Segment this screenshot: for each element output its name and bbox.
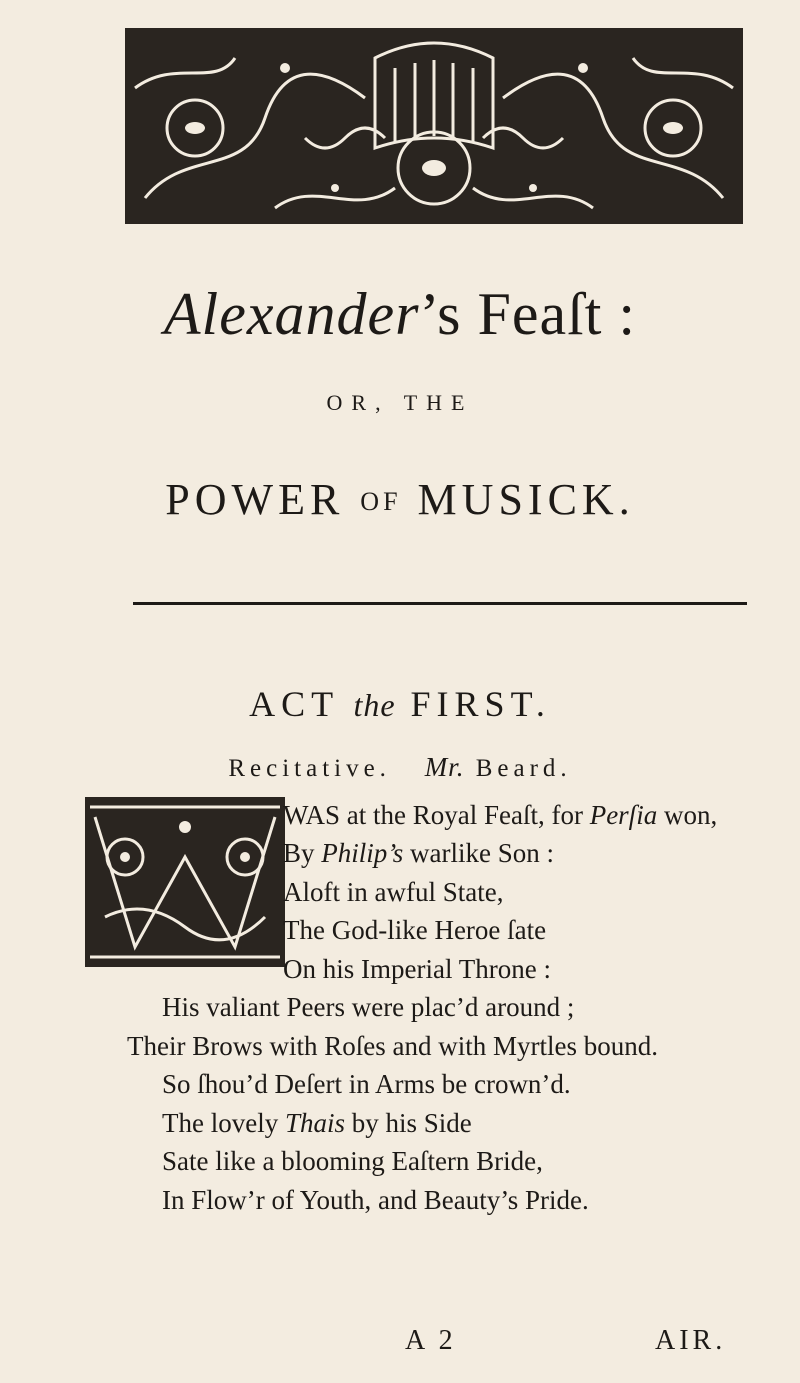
verse-line-6: His valiant Peers were plac’d around ; (162, 992, 575, 1022)
verse-line-5: On his Imperial Throne : (283, 954, 551, 984)
act-part3: FIRST. (410, 684, 551, 724)
subtitle (0, 474, 800, 525)
verse-line-11: In Flow’r of Youth, and Beauty’s Pride. (162, 1185, 589, 1215)
verse-line-9-b: Thais (284, 1108, 345, 1138)
act-part2: the (353, 687, 396, 723)
verse-line-9-c: by his Side (345, 1108, 472, 1138)
page-title (0, 278, 800, 350)
verse-line-2-a: By (283, 838, 322, 868)
verse-line-4: The God-like Heroe ſate (283, 915, 547, 945)
verse-line-10: Sate like a blooming Eaſtern Bride, (162, 1146, 543, 1176)
act-part1: ACT (249, 684, 339, 724)
singer-title: Mr. (424, 752, 465, 782)
recitative-label: Recitative. (228, 755, 391, 782)
verse-line-9 (162, 1104, 472, 1143)
verse-line-7: Their Brows with Roſes and with Myrtles bound. (127, 1031, 658, 1061)
verse-line-2 (283, 834, 554, 873)
verse-line-1 (283, 796, 717, 835)
singer-name: Beard. (475, 755, 572, 782)
title-name: Alexander (163, 281, 420, 347)
verse-line-2-c: warlike Son : (403, 838, 555, 868)
decorated-initial-w-icon (85, 797, 285, 967)
title-suffix: ’s Feaſt : (419, 281, 637, 347)
divider-rule (133, 602, 747, 605)
subtitle-connector: OR, THE (326, 390, 474, 415)
verse-line-8: So ſhou’d Deſert in Arms be crown’d. (162, 1069, 571, 1099)
signature-mark: A 2 (405, 1325, 457, 1356)
recitative-heading (0, 752, 800, 783)
verse-line-3: Aloft in awful State, (283, 877, 504, 907)
subtitle-part2: OF (360, 487, 402, 516)
catchword: AIR. (655, 1325, 727, 1356)
verse-line-9-a: The lovely (162, 1108, 285, 1138)
subtitle-part3: MUSICK. (417, 475, 635, 524)
verse-line-1-c: won, (657, 800, 718, 830)
subtitle-part1: POWER (165, 475, 345, 524)
verse-line-1-a: WAS at the Royal Feaſt, for (283, 800, 590, 830)
ornamental-headpiece-icon (125, 28, 743, 224)
verse-line-2-b: Philip’s (321, 838, 404, 868)
verse-line-1-b: Perſia (589, 800, 658, 830)
act-heading (0, 683, 800, 725)
